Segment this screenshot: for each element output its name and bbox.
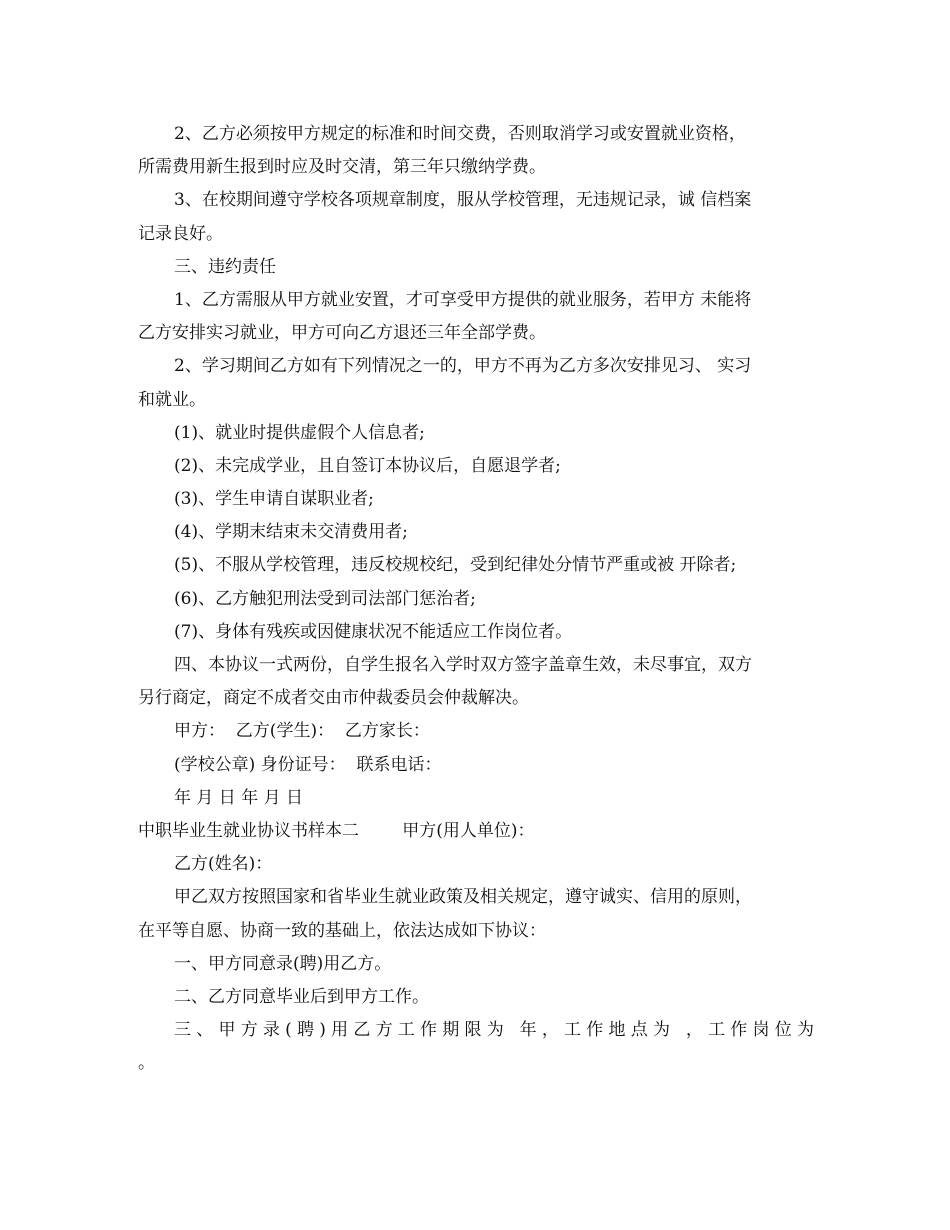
paragraph-line-3: 3、在校期间遵守学校各项规章制度，服从学校管理，无违规记录，诚 信档案 [174,190,752,211]
clause-one: 一、甲方同意录(聘)用乙方。 [174,953,392,974]
paragraph-line-8: 2、学习期间乙方如有下列情况之一的，甲方不再为乙方多次安排见习、 实习 [174,356,752,377]
section-heading-breach: 三、违约责任 [174,256,276,277]
clause-three: 三、甲方录(聘)用乙方工作期限为 年，工作地点为 ，工作岗位为 [174,1020,814,1041]
paragraph-line-7: 乙方安排实习就业，甲方可向乙方退还三年全部学费。 [138,323,546,344]
document-body [138,118,814,1080]
signature-labels: 甲方： 乙方(学生)： 乙方家长： [174,721,430,742]
paragraph-line-18: 另行商定，商定不成者交由市仲裁委员会仲裁解决。 [138,688,529,709]
paragraph-line-9: 和就业。 [138,389,206,410]
sample-two-title: 中职毕业生就业协议书样本二 甲方(用人单位)： [138,820,535,841]
list-item-2: (2)、未完成学业，且自签订本协议后，自愿退学者; [174,455,561,476]
list-item-4: (4)、学期末结束未交清费用者; [174,522,408,543]
paragraph-line-6: 1、乙方需服从甲方就业安置，才可享受甲方提供的就业服务，若甲方 未能将 [174,289,752,310]
clause-two: 二、乙方同意毕业后到甲方工作。 [174,986,429,1007]
list-item-6: (6)、乙方触犯刑法受到司法部门惩治者; [174,588,476,609]
paragraph-line-1: 2、乙方必须按甲方规定的标准和时间交费，否则取消学习或安置就业资格， [174,124,746,144]
paragraph-line-4: 记录良好。 [138,223,223,244]
paragraph-line-2: 所需费用新生报到时应及时交清，第三年只缴纳学费。 [138,157,546,178]
party-b-name-line: 乙方(姓名)： [174,854,273,875]
paragraph-line-17: 四、本协议一式两份，自学生报名入学时双方签字盖章生效，未尽事宜，双方 [174,655,752,675]
list-item-1: (1)、就业时提供虚假个人信息者; [174,422,425,443]
paragraph-line-25: 在平等自愿、协商一致的基础上，依法达成如下协议： [138,920,546,941]
clause-three-end: 。 [138,1053,155,1074]
signature-seal-line: (学校公章) 身份证号： 联系电话： [174,754,442,775]
list-item-5: (5)、不服从学校管理，违反校规校纪，受到纪律处分情节严重或被 开除者; [174,555,737,576]
list-item-3: (3)、学生申请自谋职业者; [174,489,374,510]
paragraph-line-24: 甲乙双方按照国家和省毕业生就业政策及相关规定，遵守诚实、信用的原则， [174,887,752,908]
list-item-7: (7)、身体有残疾或因健康状况不能适应工作岗位者。 [174,621,573,642]
signature-date-line: 年 月 日 年 月 日 [174,787,304,808]
